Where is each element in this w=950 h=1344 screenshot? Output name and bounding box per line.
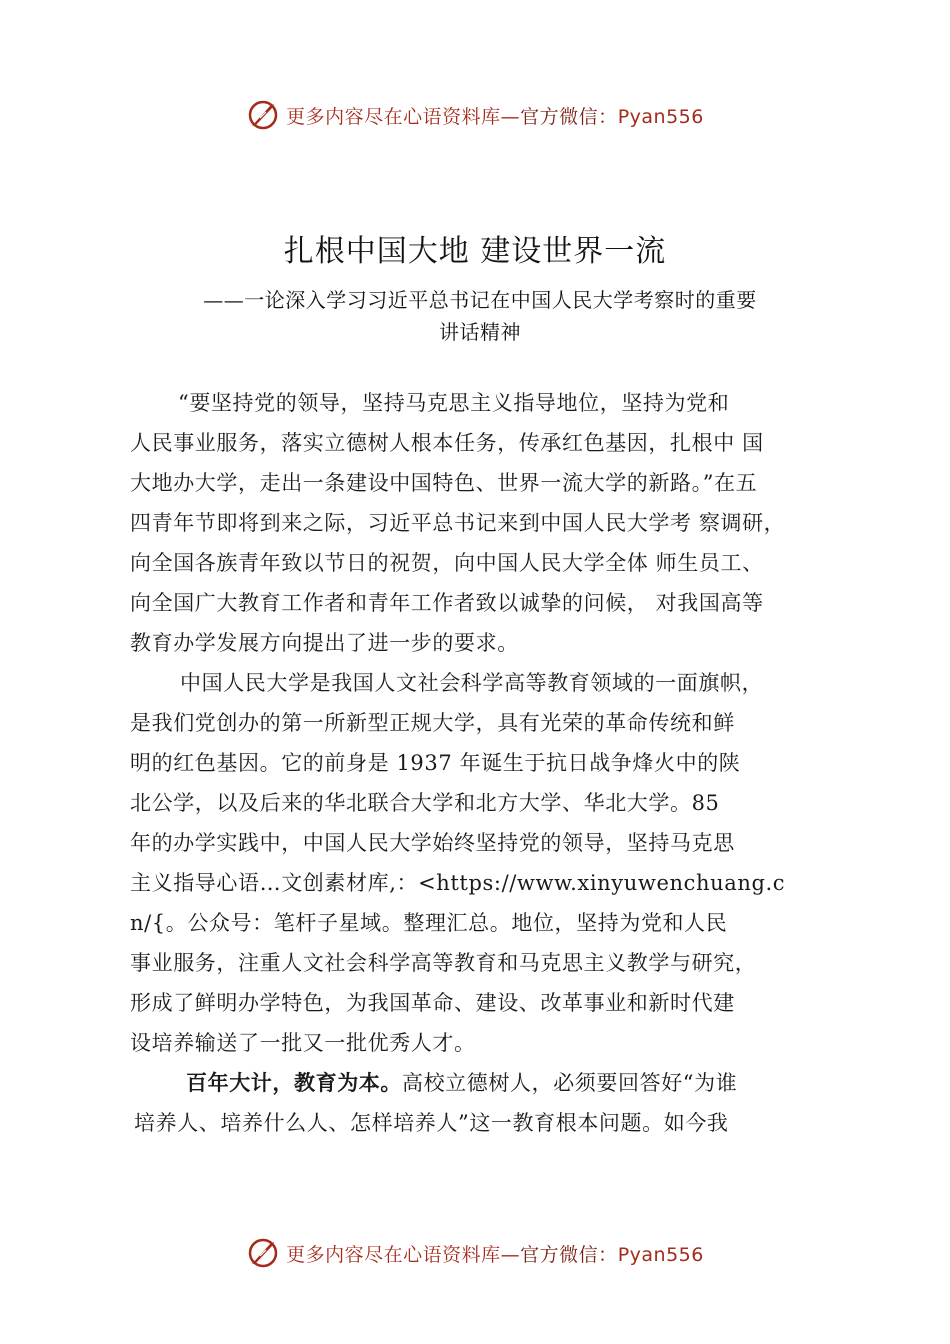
text-line: 事业服务，注重人文社会科学高等教育和马克思主义教学与研究，: [130, 951, 757, 975]
text-line: 形成了鲜明办学特色，为我国革命、建设、改革事业和新时代建: [130, 991, 735, 1015]
article-title: 扎根中国大地 建设世界一流: [283, 234, 667, 269]
banner-main-text: 更多内容尽在心语资料库: [286, 1243, 501, 1266]
banner-wechat-id: Pyan556: [617, 1243, 704, 1266]
text-line: 年的办学实践中，中国人民大学始终坚持党的领导，坚持马克思: [130, 831, 735, 855]
text-line: 四青年节即将到来之际，习近平总书记来到中国人民大学考 察调研，: [130, 511, 786, 535]
text-line: 明的红色基因。它的前身是 1937 年诞生于抗日战争烽火中的陕: [130, 751, 741, 775]
header-banner: [0, 92, 950, 138]
quill-pen-logo-icon: [246, 98, 280, 132]
text-line: [186, 1068, 737, 1098]
text-line: 是我们党创办的第一所新型正规大学，具有光荣的革命传统和鲜: [130, 711, 735, 735]
banner-official-label: 官方微信：: [520, 105, 618, 128]
text-line: 主义指导心语…文创素材库,：<https://www.xinyuwenchuang.c: [130, 871, 786, 895]
text-line: 培养人、培养什么人、怎样培养人”这一教育根本问题。如今我: [134, 1111, 729, 1135]
banner-text: [286, 1240, 704, 1267]
text-line: 向全国广大教育工作者和青年工作者致以诚挚的问候， 对我国高等: [130, 591, 764, 615]
text-line: 向全国各族青年致以节日的祝贺，向中国人民大学全体 师生员工、: [130, 551, 764, 575]
banner-wechat-id: Pyan556: [617, 105, 704, 128]
subtitle-line: ——一论深入学习习近平总书记在中国人民大学考察时的重要: [203, 288, 757, 312]
text-line: 北公学，以及后来的华北联合大学和北方大学、华北大学。85: [130, 791, 720, 815]
subtitle-line: 讲话精神: [439, 320, 521, 344]
text-line: 中国人民大学是我国人文社会科学高等教育领域的一面旗帜，: [180, 671, 764, 695]
text-line: 人民事业服务，落实立德树人根本任务，传承红色基因，扎根中 国: [130, 431, 764, 455]
article-subtitle: [130, 284, 830, 348]
banner-separator: —: [500, 1243, 521, 1266]
text-line-tail: 高校立德树人，必须要回答好“为谁: [402, 1071, 738, 1095]
bold-lead-phrase: 百年大计，教育为本。: [186, 1070, 402, 1095]
text-line: 大地办大学，走出一条建设中国特色、世界一流大学的新路。”在五: [130, 471, 758, 495]
text-line: 教育办学发展方向提出了进一步的要求。: [130, 631, 519, 655]
banner-main-text: 更多内容尽在心语资料库: [286, 105, 501, 128]
banner-separator: —: [500, 105, 521, 128]
text-line: n/{。公众号：笔杆子星域。整理汇总。地位，坚持为党和人民: [130, 911, 728, 935]
text-line: “要坚持党的领导，坚持马克思主义指导地位，坚持为党和: [178, 391, 730, 415]
text-line: 设培养输送了一批又一批优秀人才。: [130, 1031, 476, 1055]
footer-banner: [0, 1230, 950, 1276]
banner-official-label: 官方微信：: [520, 1243, 618, 1266]
quill-pen-logo-icon: [246, 1236, 280, 1270]
banner-text: [286, 102, 704, 129]
